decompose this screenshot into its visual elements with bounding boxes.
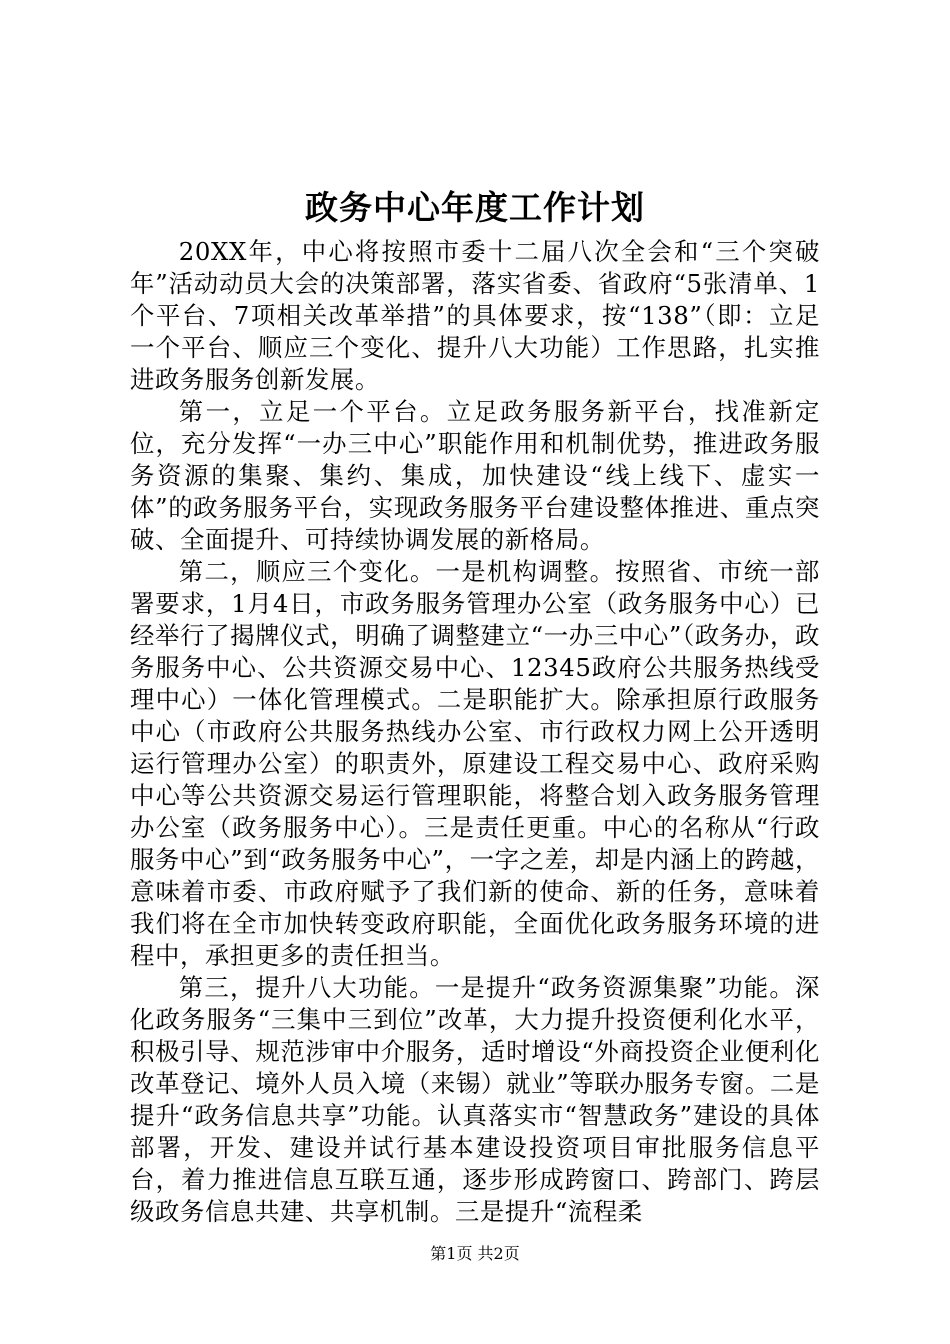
page-number-footer: 第1页 共2页: [430, 1244, 520, 1263]
document-title: 政务中心年度工作计划: [305, 188, 645, 227]
paragraph-second-changes: 第二，顺应三个变化。一是机构调整。按照省、市统一部署要求，1月4日，市政务服务管理办公室（政务服务中心）已经举行了揭牌仪式，明确了调整建立“一办三中心”（政务办，政务服务中心、公共资源交易中心、12345政府公共服务热线受理中心）一体化管理模式。二是职能扩大。除承担原行政服务中心（市政府公共服务热线办公室、市行政权力网上公开透明运行管理办公室）的职责外，原建设工程交易中心、政府采购中心等公共资源交易运行管理职能，将整合划入政务服务管理办公室（政务服务中心）。三是责任更重。中心的名称从“行政服务中心”到“政务服务中心”，一字之差，却是内涵上的跨越，意味着市委、市政府赋予了我们新的使命、新的任务，意味着我们将在全市加快转变政府职能，全面优化政务服务环境的进程中，承担更多的责任担当。: [130, 557, 820, 970]
document-body: [130, 236, 820, 1228]
paragraph-intro: 20XX年，中心将按照市委十二届八次全会和“三个突破年”活动动员大会的决策部署，落实省委、省政府“5张清单、1个平台、7项相关改革举措”的具体要求，按“138”（即：立足一个平台、顺应三个变化、提升八大功能）工作思路，扎实推进政务服务创新发展。: [130, 237, 820, 394]
paragraph-third-functions: 第三，提升八大功能。一是提升“政务资源集聚”功能。深化政务服务“三集中三到位”改革，大力提升投资便利化水平，积极引导、规范涉审中介服务，适时增设“外商投资企业便利化改革登记、境外人员入境（来锡）就业”等联办服务专窗。二是提升“政务信息共享”功能。认真落实市“智慧政务”建设的具体部署，开发、建设并试行基本建设投资项目审批服务信息平台，着力推进信息互联互通，逐步形成跨窗口、跨部门、跨层级政务信息共建、共享机制。三是提升“流程柔: [130, 973, 820, 1226]
paragraph-first-platform: 第一，立足一个平台。立足政务服务新平台，找准新定位，充分发挥“一办三中心”职能作用和机制优势，推进政务服务资源的集聚、集约、集成，加快建设“线上线下、虚实一体”的政务服务平台，实现政务服务平台建设整体推进、重点突破、全面提升、可持续协调发展的新格局。: [130, 397, 820, 554]
